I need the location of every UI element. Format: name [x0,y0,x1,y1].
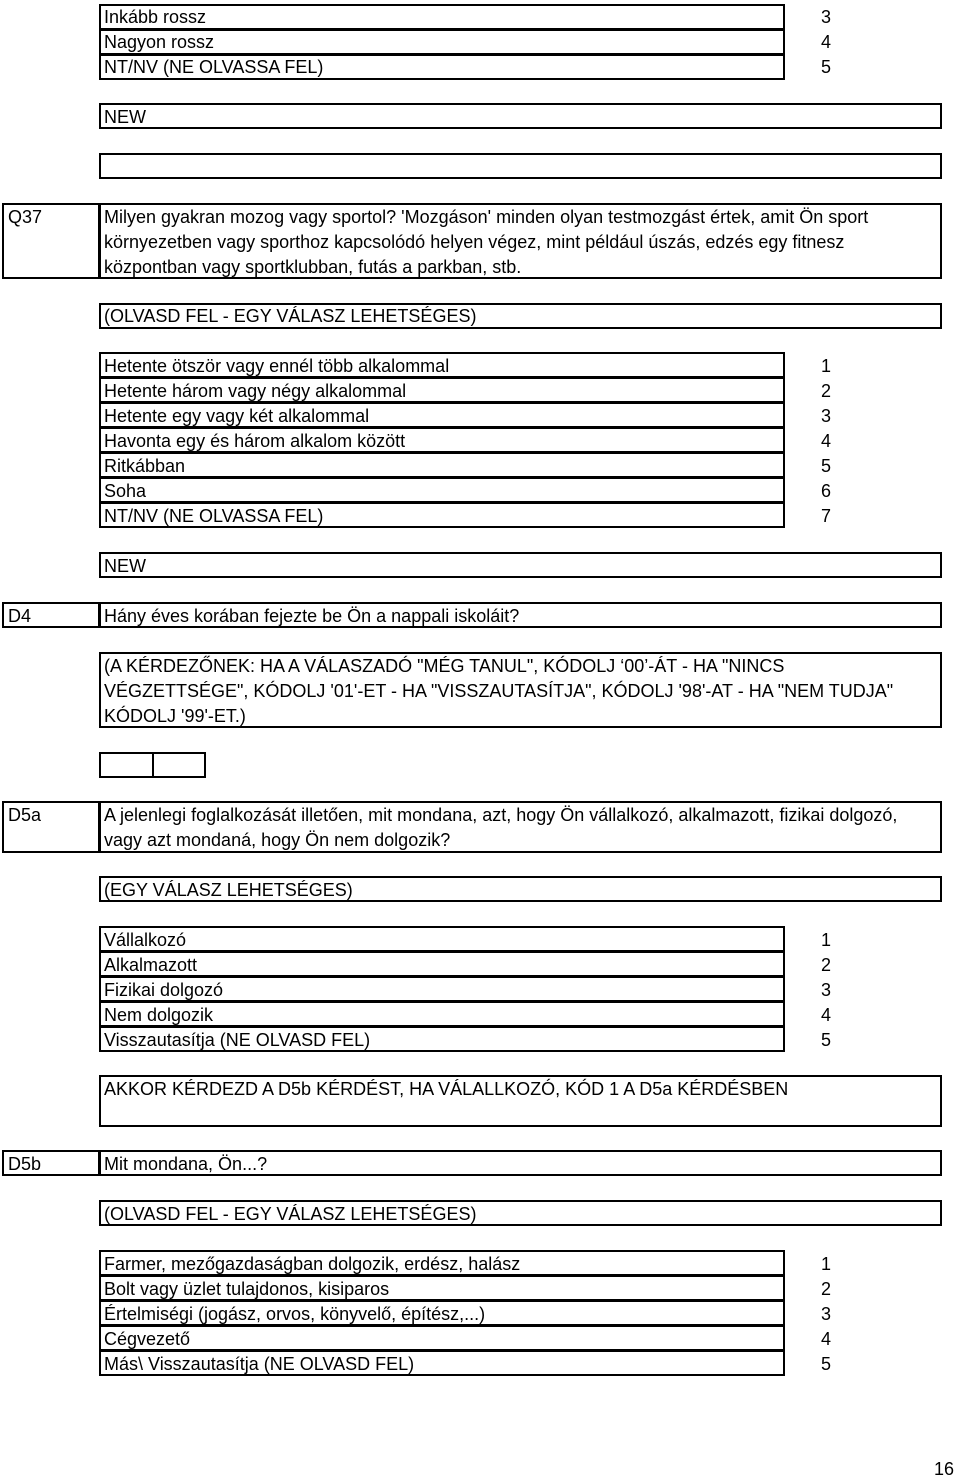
instruction-text: (OLVASD FEL - EGY VÁLASZ LEHETSÉGES) [104,306,477,326]
question-id: Q37 [8,207,43,227]
option-code: 1 [820,1254,831,1274]
option-code: 5 [820,456,831,476]
option-box [99,477,785,503]
age-digit-box[interactable] [152,752,206,778]
routing-text: AKKOR KÉRDEZD A D5b KÉRDÉST, HA VÁLALLKOZÓ, KÓD 1 A D5a KÉRDÉSBEN [104,1079,789,1099]
option-label: Visszautasítja (NE OLVASD FEL) [104,1030,371,1050]
instruction-text: (EGY VÁLASZ LEHETSÉGES) [104,880,353,900]
question-text: Milyen gyakran mozog vagy sportol? 'Mozgáson' minden olyan testmozgást értek, amit Ön sport környezetben vagy sporthoz kapcsolódó helyen végez, mint például úszás, edzés egy fitnesz központban vagy sportklubban, futás a parkban, stb. [104,207,869,277]
option-code: 5 [820,1354,831,1374]
new-box [99,103,942,129]
option-code: 1 [820,930,831,950]
option-code: 4 [820,1329,831,1349]
option-code: 4 [820,32,831,52]
option-label: Nagyon rossz [104,32,215,52]
option-label: Nem dolgozik [104,1005,214,1025]
question-text: Hány éves korában fejezte be Ön a nappali iskoláit? [104,606,520,626]
option-code: 3 [820,406,831,426]
new-box [99,552,942,578]
option-code: 3 [820,980,831,1000]
option-label: Alkalmazott [104,955,198,975]
question-id: D5a [8,805,42,825]
instruction-text: (A KÉRDEZŐNEK: HA A VÁLASZADÓ "MÉG TANUL", KÓDOLJ ‘00’-ÁT - HA "NINCS VÉGZETTSÉGE", KÓDOLJ '01'-ET - HA "VISSZAUTASÍTJA", KÓDOLJ '98'-AT - HA "NEM TUDJA" KÓDOLJ '99'-ET.) [104,656,894,726]
option-box [99,951,785,977]
option-label: Inkább rossz [104,7,207,27]
option-code: 2 [820,1279,831,1299]
option-label: Cégvezető [104,1329,191,1349]
option-label: Vállalkozó [104,930,187,950]
option-code: 4 [820,431,831,451]
question-text: A jelenlegi foglalkozását illetően, mit mondana, azt, hogy Ön vállalkozó, alkalmazott, fizikai dolgozó, vagy azt mondaná, hogy Ön nem dolgozik? [104,805,898,850]
question-text: Mit mondana, Ön...? [104,1154,268,1174]
option-label: Más\ Visszautasítja (NE OLVASD FEL) [104,1354,415,1374]
option-code: 7 [820,506,831,526]
option-code: 3 [820,1304,831,1324]
question-id: D4 [8,606,32,626]
option-label: Havonta egy és három alkalom között [104,431,406,451]
instruction-text: (OLVASD FEL - EGY VÁLASZ LEHETSÉGES) [104,1204,477,1224]
option-code: 2 [820,381,831,401]
new-label: NEW [104,556,146,576]
option-code: 2 [820,955,831,975]
option-label: Hetente egy vagy két alkalommal [104,406,370,426]
option-label: NT/NV (NE OLVASSA FEL) [104,506,324,526]
option-label: Hetente három vagy négy alkalommal [104,381,407,401]
option-label: Fizikai dolgozó [104,980,224,1000]
option-label: NT/NV (NE OLVASSA FEL) [104,57,324,77]
option-label: Soha [104,481,147,501]
new-label: NEW [104,107,146,127]
option-code: 6 [820,481,831,501]
option-box [99,1325,785,1351]
option-label: Ritkábban [104,456,186,476]
page-number: 16 [934,1459,955,1479]
option-label: Értelmiségi (jogász, orvos, könyvelő, építész,...) [104,1304,486,1324]
option-box [99,926,785,952]
option-label: Bolt vagy üzlet tulajdonos, kisiparos [104,1279,390,1299]
option-code: 5 [820,1030,831,1050]
option-box [99,452,785,478]
option-code: 4 [820,1005,831,1025]
option-code: 1 [820,356,831,376]
option-code: 5 [820,57,831,77]
option-label: Hetente ötször vagy ennél több alkalommal [104,356,450,376]
age-digit-box[interactable] [99,752,154,778]
empty-box [99,153,942,179]
option-label: Farmer, mezőgazdaságban dolgozik, erdész, halász [104,1254,521,1274]
question-id: D5b [8,1154,42,1174]
option-code: 3 [820,7,831,27]
